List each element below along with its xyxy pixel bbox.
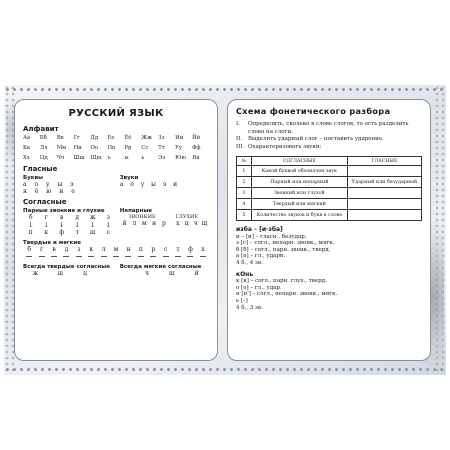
voiced-paired-row: [23, 214, 116, 221]
step-number: II.: [236, 136, 243, 142]
alphabet-letter: Фф: [192, 145, 201, 151]
hard-soft-row: [23, 246, 209, 253]
consonant-letter: д: [64, 246, 69, 253]
alphabet-letter: Кк: [23, 145, 31, 151]
alphabet-letter: Ии: [175, 135, 184, 141]
unpaired-label: Непарные: [119, 208, 153, 214]
alphabet-letter: ъ: [107, 155, 111, 161]
dash-mark: [60, 253, 72, 260]
consonant-letter: т: [75, 229, 79, 236]
consonant-letter: ж: [89, 214, 96, 221]
alphabet-letter: Бб: [39, 135, 47, 141]
page-title: Схема фонетического разбора: [236, 106, 391, 116]
dash-mark: [48, 253, 60, 260]
alphabet-heading: Алфавит: [23, 125, 59, 133]
arrow-down-icon: ↓: [27, 221, 34, 229]
consonant-letter: к: [89, 246, 94, 253]
example-line: б [б] – согл., парн. звонк., тверд.: [236, 246, 331, 253]
dash-mark: [73, 253, 85, 260]
alphabet-letter: Вв: [56, 135, 64, 141]
dash-mark: [159, 253, 171, 260]
table-row: [237, 210, 422, 221]
table-cell: [347, 166, 421, 177]
voiced-label: ЗВОНКИЕ: [128, 214, 156, 220]
consonant-letter: х: [201, 246, 205, 253]
consonant-letter: п: [28, 229, 33, 236]
table-cell: 2: [237, 177, 252, 188]
example-word: кОнь: [236, 270, 254, 278]
always-soft-row: [135, 270, 209, 277]
hard-soft-label: Твердые и мягкие: [23, 240, 81, 246]
alphabet-letter: Дд: [90, 135, 99, 141]
alphabet-letter: Рр: [124, 145, 132, 151]
alphabet-letter: Гг: [73, 135, 80, 141]
alphabet-letter: Щщ: [90, 155, 102, 161]
dash-mark: [197, 253, 209, 260]
dash-mark: [97, 253, 109, 260]
example-line: и – [и] – гласн., безудар.: [236, 233, 307, 240]
consonant-letter: л: [101, 246, 106, 253]
alphabet-letter: Нн: [73, 145, 82, 151]
consonant-letter: ф: [59, 229, 65, 236]
phonetic-table: [236, 156, 422, 221]
consonant-letter: ф: [188, 246, 193, 253]
alphabet-letter: Юю: [175, 155, 186, 161]
alphabet-letter: Оо: [90, 145, 99, 151]
step-text: Выделить ударный слог – поставить ударение.: [248, 136, 384, 142]
alphabet-letter: Ее: [107, 135, 115, 141]
consonant-letter: д: [75, 214, 80, 221]
step-item: [236, 136, 422, 144]
consonant-letter: р: [161, 220, 166, 227]
consonant-letter: п: [138, 246, 143, 253]
consonant-letter: ш: [89, 229, 96, 236]
consonant-letter: ч: [145, 270, 149, 277]
cover-dot-row-top: [4, 86, 446, 93]
consonant-letter: г: [44, 214, 48, 221]
alphabet-letter: Цц: [39, 155, 48, 161]
example-line: н [н'] – согл., непарн. звонк., мягк.: [236, 291, 338, 298]
dash-mark: [110, 253, 122, 260]
alphabet-grid: [23, 135, 209, 161]
arrow-down-icon: ↓: [74, 221, 81, 229]
alphabet-letter: Тт: [158, 145, 165, 151]
dash-mark: [172, 253, 184, 260]
example-lines: [236, 234, 422, 267]
table-cell: Парный или непарный: [251, 177, 347, 188]
dash-mark: [135, 253, 147, 260]
dash-mark: [122, 253, 134, 260]
vowels-heading: Гласные: [23, 165, 58, 173]
consonant-letter: н: [152, 220, 157, 227]
page-title: РУССКИЙ ЯЗЫК: [68, 108, 164, 119]
consonant-letter: ж: [32, 270, 39, 277]
table-cell: [347, 188, 421, 199]
example-line: а [а] – гл., ударн.: [236, 253, 286, 260]
example-line: 4 б., 4 зв.: [236, 259, 263, 266]
table-cell: 1: [237, 166, 252, 177]
table-cell: 3: [237, 188, 252, 199]
dash-mark: [35, 253, 47, 260]
step-item: [236, 144, 422, 152]
consonant-letter: ц: [83, 270, 87, 277]
consonant-letter: б: [27, 246, 32, 253]
consonant-letter: м: [113, 246, 119, 253]
consonant-letter: х: [176, 220, 180, 227]
analysis-steps: [236, 121, 422, 151]
table-row: [237, 199, 422, 210]
dash-mark: [147, 253, 159, 260]
table-header: СОГЛАСНЫЕ: [251, 157, 347, 166]
alphabet-letter: Йй: [192, 135, 201, 141]
alphabet-letter: Шш: [73, 155, 85, 161]
consonant-letter: ш: [57, 270, 63, 277]
example-line: 4 б., 3 зв.: [236, 304, 263, 311]
example-kon: [236, 272, 422, 312]
consonant-letter: с: [106, 229, 110, 236]
consonant-letter: т: [176, 246, 180, 253]
consonants-heading: Согласные: [23, 198, 67, 206]
alphabet-letter: Лл: [39, 145, 48, 151]
table-row: [237, 188, 422, 199]
arrow-down-icon: ↓: [89, 221, 96, 229]
table-cell: Твердый или мягкий: [251, 199, 347, 210]
dash-mark: [23, 253, 35, 260]
left-page: [14, 99, 218, 361]
example-word: изба – [и·зба]: [236, 226, 283, 233]
consonant-letter: л: [132, 220, 137, 227]
consonant-letter: р: [151, 246, 156, 253]
step-text: Охарактеризовать звуки:: [248, 143, 322, 150]
example-line: ь [–]: [236, 297, 248, 304]
voiced-unpaired-row: [120, 220, 169, 227]
right-page: [227, 99, 431, 361]
example-lines: [236, 278, 422, 311]
step-text: Определить, сколько в слове слогов, то есть разделить слово на слоги.: [248, 121, 409, 135]
dash-mark: [85, 253, 97, 260]
alphabet-letter: Жж: [141, 135, 152, 141]
consonant-letter: ц: [184, 220, 189, 227]
voiceless-label: ГЛУХИЕ: [175, 214, 199, 220]
step-item: [236, 121, 422, 136]
alphabet-letter: Сс: [141, 145, 149, 151]
consonant-letter: в: [60, 214, 64, 221]
always-hard-label: Всегда твердые согласные: [23, 264, 110, 270]
alphabet-letter: Ёё: [124, 135, 132, 141]
alphabet-letter: Чч: [56, 155, 65, 161]
sounds-label: Звуки: [119, 175, 139, 181]
alphabet-letter: ь: [141, 155, 145, 161]
step-number: I.: [236, 121, 240, 127]
voiceless-paired-row: [23, 229, 116, 236]
table-cell: 5: [237, 210, 252, 221]
table-cell: 4: [237, 199, 252, 210]
example-line: з [с] – согл., непарн. звонк., мягк.: [236, 240, 335, 247]
paired-arrows-row: [23, 221, 116, 229]
hard-soft-dash-row: [23, 253, 209, 260]
table-header: №: [237, 157, 252, 166]
vowel-sounds-row: а о у ы э и: [119, 181, 178, 188]
consonant-letter: м: [141, 220, 147, 227]
cover-dot-row-bottom: [4, 366, 446, 373]
paired-label: Парные звонкие и глухие: [23, 208, 105, 214]
alphabet-letter: Хх: [23, 155, 30, 161]
consonant-letter: щ: [169, 270, 175, 277]
voiceless-unpaired-row: [173, 220, 209, 227]
arrow-down-icon: ↓: [43, 221, 50, 229]
alphabet-letter: Мм: [56, 145, 67, 151]
consonant-letter: б: [28, 214, 33, 221]
consonant-letter: к: [44, 229, 49, 236]
alphabet-letter: Зз: [158, 135, 165, 141]
table-cell: Какой буквой обозначен звук: [251, 166, 347, 177]
table-cell: Звонкий или глухой: [251, 188, 347, 199]
consonant-letter: з: [106, 214, 110, 221]
alphabet-letter: Пп: [107, 145, 116, 151]
alphabet-letter: Аа: [23, 135, 31, 141]
consonant-letter: щ: [201, 220, 208, 227]
alphabet-letter: Ээ: [158, 155, 166, 161]
letters-label: Буквы: [23, 175, 43, 181]
table-header: ГЛАСНЫЕ: [347, 157, 421, 166]
consonant-letter: с: [163, 246, 168, 253]
table-row: [237, 166, 422, 177]
arrow-down-icon: ↓: [58, 221, 65, 229]
alphabet-letter: ы: [124, 155, 129, 161]
dash-mark: [184, 253, 196, 260]
consonant-letter: н: [126, 246, 131, 253]
consonant-letter: з: [77, 246, 81, 253]
consonant-letter: й: [194, 270, 199, 277]
table-row: [237, 177, 422, 188]
step-number: III.: [236, 143, 245, 150]
table-cell: [347, 199, 421, 210]
table-cell: Количество звуков и букв в слове: [251, 210, 347, 221]
consonant-letter: в: [52, 246, 56, 253]
alphabet-letter: Уу: [175, 145, 182, 151]
vowel-letters-row: я ё ю и е: [23, 188, 75, 195]
table-cell: Ударный или безударный: [347, 177, 421, 188]
table-cell: [347, 210, 421, 221]
alphabet-letter: Яя: [192, 155, 200, 161]
consonant-letter: г: [40, 246, 44, 253]
always-hard-row: [23, 270, 97, 277]
example-izba: [236, 227, 422, 267]
vowel-letters-row: а о у ы э: [23, 181, 74, 188]
example-line: к [к] – согл., парн. глух., тверд.: [236, 278, 327, 285]
consonant-letter: ч: [193, 220, 198, 227]
example-line: о [о] – гл., удар.: [236, 284, 282, 291]
arrow-down-icon: ↓: [105, 221, 112, 229]
always-soft-label: Всегда мягкие согласные: [119, 264, 202, 270]
consonant-letter: й: [122, 220, 127, 227]
